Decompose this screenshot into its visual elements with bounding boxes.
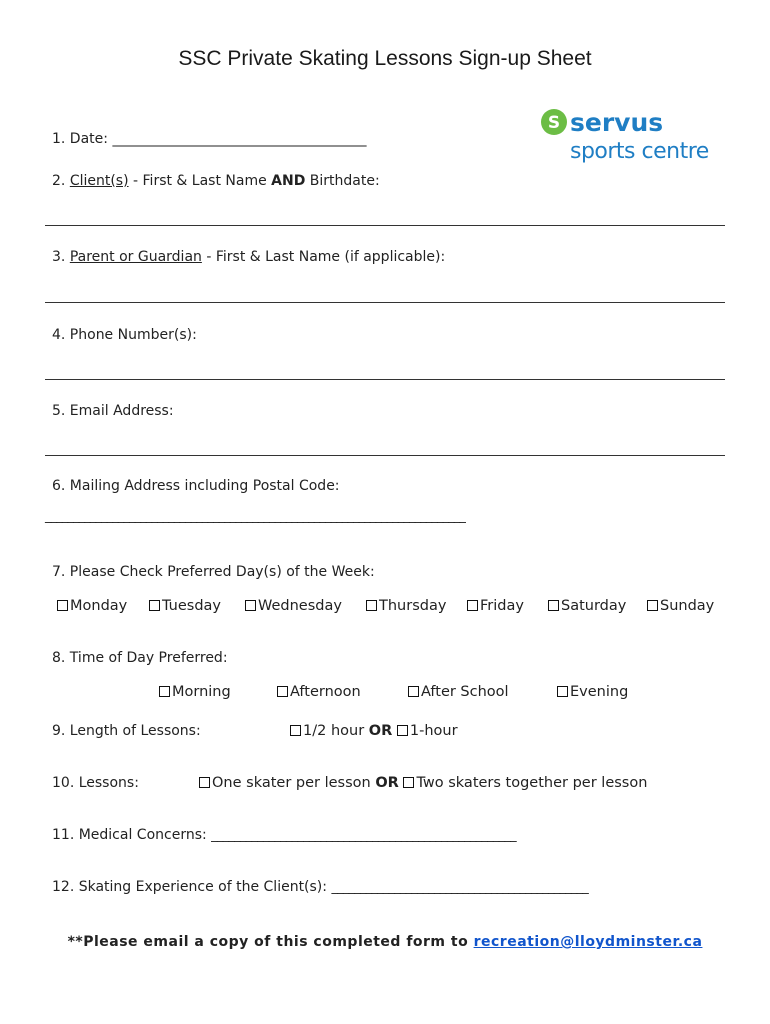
length-options (290, 723, 458, 739)
mailing-address-label: 6. Mailing Address including Postal Code: (52, 478, 340, 494)
length-label: 9. Length of Lessons: (52, 723, 201, 739)
servus-sports-centre-logo (538, 102, 718, 168)
checkbox-after-school[interactable]: After School (408, 684, 509, 700)
checkbox-icon (408, 686, 419, 697)
phone-label: 4. Phone Number(s): (52, 327, 197, 343)
checkbox-icon (557, 686, 568, 697)
checkbox-saturday[interactable]: Saturday (548, 598, 626, 614)
svg-text:S: S (547, 113, 561, 133)
checkbox-morning[interactable]: Morning (159, 684, 231, 700)
mailing-address-field[interactable]: ___________________________________________________________________________ (45, 509, 466, 524)
days-label: 7. Please Check Preferred Day(s) of the Week: (52, 564, 375, 580)
checkbox-icon (245, 600, 256, 611)
date-field[interactable]: _______________________________________ (112, 131, 366, 147)
footer-note: **Please email a copy of this completed form to recreation@lloydminster.ca (67, 934, 703, 950)
guardian-label: 3. Parent or Guardian - First & Last Name (if applicable): (52, 249, 446, 265)
checkbox-icon (277, 686, 288, 697)
checkbox-icon (159, 686, 170, 697)
email-label: 5. Email Address: (52, 403, 174, 419)
checkbox-icon (647, 600, 658, 611)
email-field[interactable] (45, 455, 725, 456)
checkbox-icon (366, 600, 377, 611)
checkbox-tuesday[interactable]: Tuesday (149, 598, 221, 614)
guardian-underlined: Parent or Guardian (69, 249, 202, 265)
client-underlined: Client(s) (69, 173, 129, 189)
guardian-field[interactable] (45, 302, 725, 303)
and-emphasis: AND (271, 173, 306, 189)
checkbox-icon (149, 600, 160, 611)
lessons-options (199, 775, 647, 791)
date-row (52, 131, 366, 147)
experience-field[interactable]: _____________________________________________ (331, 880, 588, 895)
checkbox-one-skater[interactable]: One skater per lesson (199, 775, 371, 791)
or-text: OR (368, 723, 393, 739)
lessons-label: 10. Lessons: (52, 775, 139, 791)
checkbox-icon (290, 725, 301, 736)
page-title: SSC Private Skating Lessons Sign-up Sheet (178, 47, 592, 70)
medical-field[interactable]: _____________________________________________________ (211, 828, 516, 843)
medical-row (52, 827, 516, 843)
checkbox-one-hour[interactable]: 1-hour (397, 723, 458, 739)
checkbox-half-hour[interactable]: 1/2 hour (290, 723, 364, 739)
checkbox-evening[interactable]: Evening (557, 684, 628, 700)
time-label: 8. Time of Day Preferred: (52, 650, 228, 666)
checkbox-icon (403, 777, 414, 788)
experience-row (52, 879, 588, 895)
checkbox-sunday[interactable]: Sunday (647, 598, 714, 614)
client-field[interactable] (45, 225, 725, 226)
email-link[interactable]: recreation@lloydminster.ca (473, 934, 703, 950)
checkbox-icon (397, 725, 408, 736)
phone-field[interactable] (45, 379, 725, 380)
checkbox-friday[interactable]: Friday (467, 598, 524, 614)
checkbox-icon (57, 600, 68, 611)
svg-text:sports centre: sports centre (570, 139, 709, 164)
date-label: 1. Date: (52, 131, 108, 147)
client-label: 2. Client(s) - First & Last Name AND Birthdate: (52, 173, 380, 189)
checkbox-monday[interactable]: Monday (57, 598, 127, 614)
checkbox-icon (548, 600, 559, 611)
experience-label: 12. Skating Experience of the Client(s): (52, 879, 327, 895)
or-text: OR (375, 775, 399, 791)
checkbox-icon (199, 777, 210, 788)
checkbox-afternoon[interactable]: Afternoon (277, 684, 361, 700)
svg-text:servus: servus (570, 108, 664, 137)
checkbox-icon (467, 600, 478, 611)
checkbox-wednesday[interactable]: Wednesday (245, 598, 342, 614)
medical-label: 11. Medical Concerns: (52, 827, 207, 843)
checkbox-thursday[interactable]: Thursday (366, 598, 446, 614)
checkbox-two-skaters[interactable]: Two skaters together per lesson (403, 775, 647, 791)
